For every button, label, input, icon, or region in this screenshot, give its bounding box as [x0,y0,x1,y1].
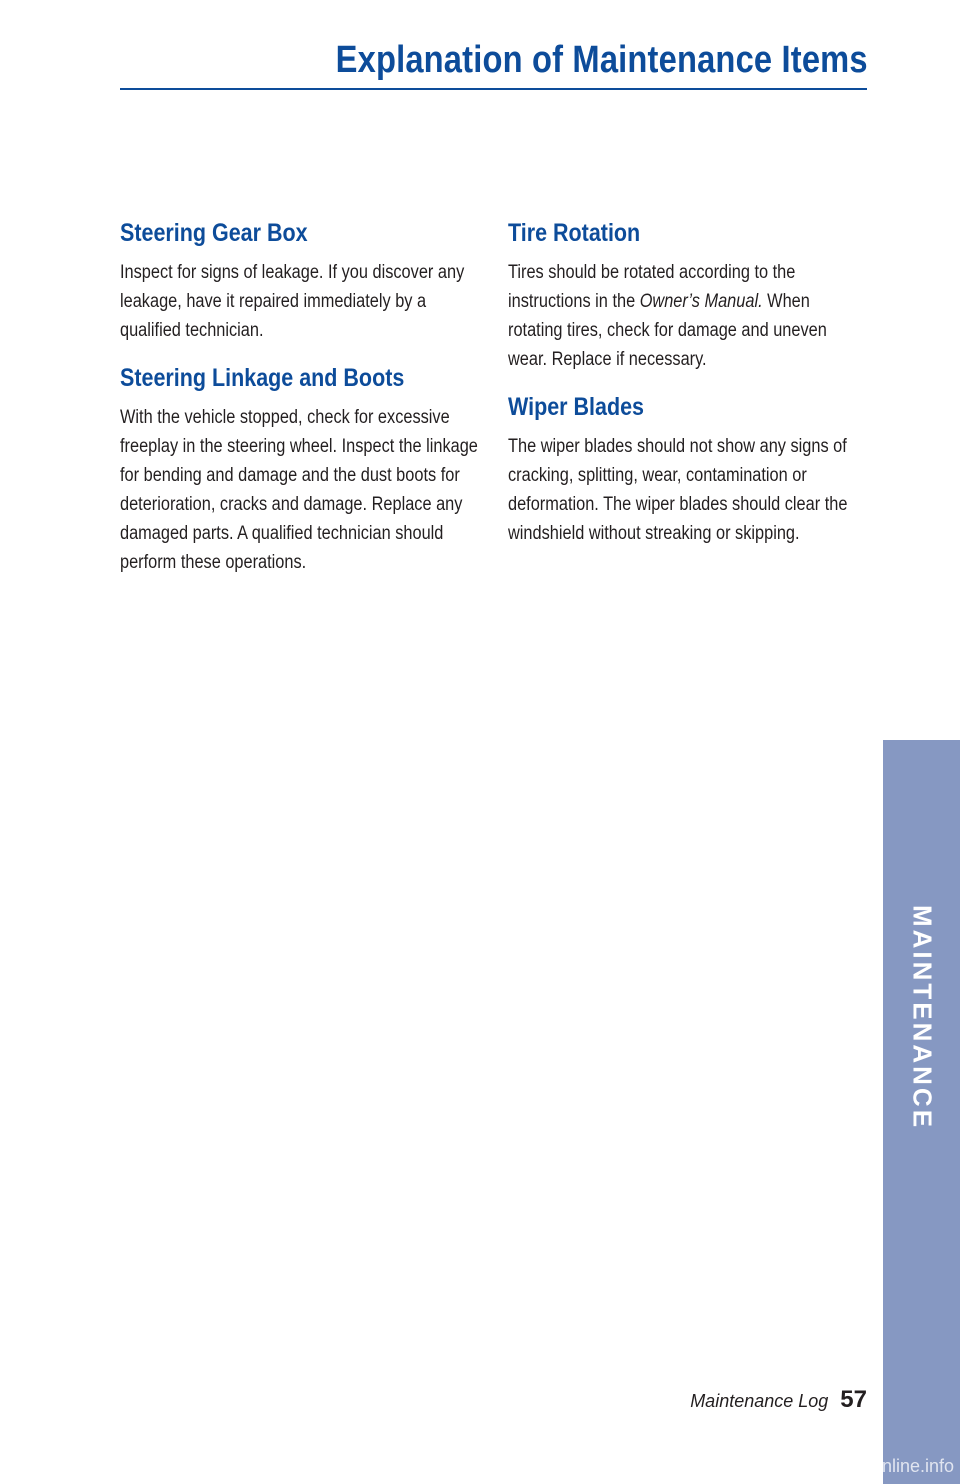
section-body-steering-linkage: With the vehicle stopped, check for excessive freeplay in the steering wheel. Inspect the linkage for bending and damage and the dust boots for deterioration, cracks and damage. Replace any damaged parts. A qualified technician should perform these operations. [120,407,478,573]
section-heading-steering-gear-box: Steering Gear Box [120,219,308,247]
right-column [508,216,868,564]
section-body-tire-rotation [508,258,868,374]
title-divider [120,88,867,90]
footer-label: Maintenance Log [690,1391,829,1411]
tire-rotation-text-end: When rotating tires, check for damage and uneven wear. Replace if necessary. [508,291,827,370]
maintenance-side-tab [883,740,960,1484]
page-number: 57 [840,1386,867,1413]
left-column [120,216,480,593]
side-tab-label: MAINTENANCE [907,904,937,1131]
watermark: carmanualsonline.info [778,1456,954,1476]
tire-rotation-text-start: Tires should be rotated according to the instructions in the [508,262,796,312]
section-heading-wiper-blades: Wiper Blades [508,393,645,421]
owners-manual-reference: Owner’s Manual. [639,291,763,312]
page-footer [690,1386,867,1414]
page-title: Explanation of Maintenance Items [335,39,868,81]
section-heading-tire-rotation: Tire Rotation [508,219,641,247]
section-heading-steering-linkage: Steering Linkage and Boots [120,364,405,392]
section-body-wiper-blades: The wiper blades should not show any signs of cracking, splitting, wear, contamination or deformation. The wiper blades should clear the windshield without streaking or skipping. [508,436,848,544]
section-body-steering-gear-box: Inspect for signs of leakage. If you discover any leakage, have it repaired immediately by a qualified technician. [120,262,465,341]
